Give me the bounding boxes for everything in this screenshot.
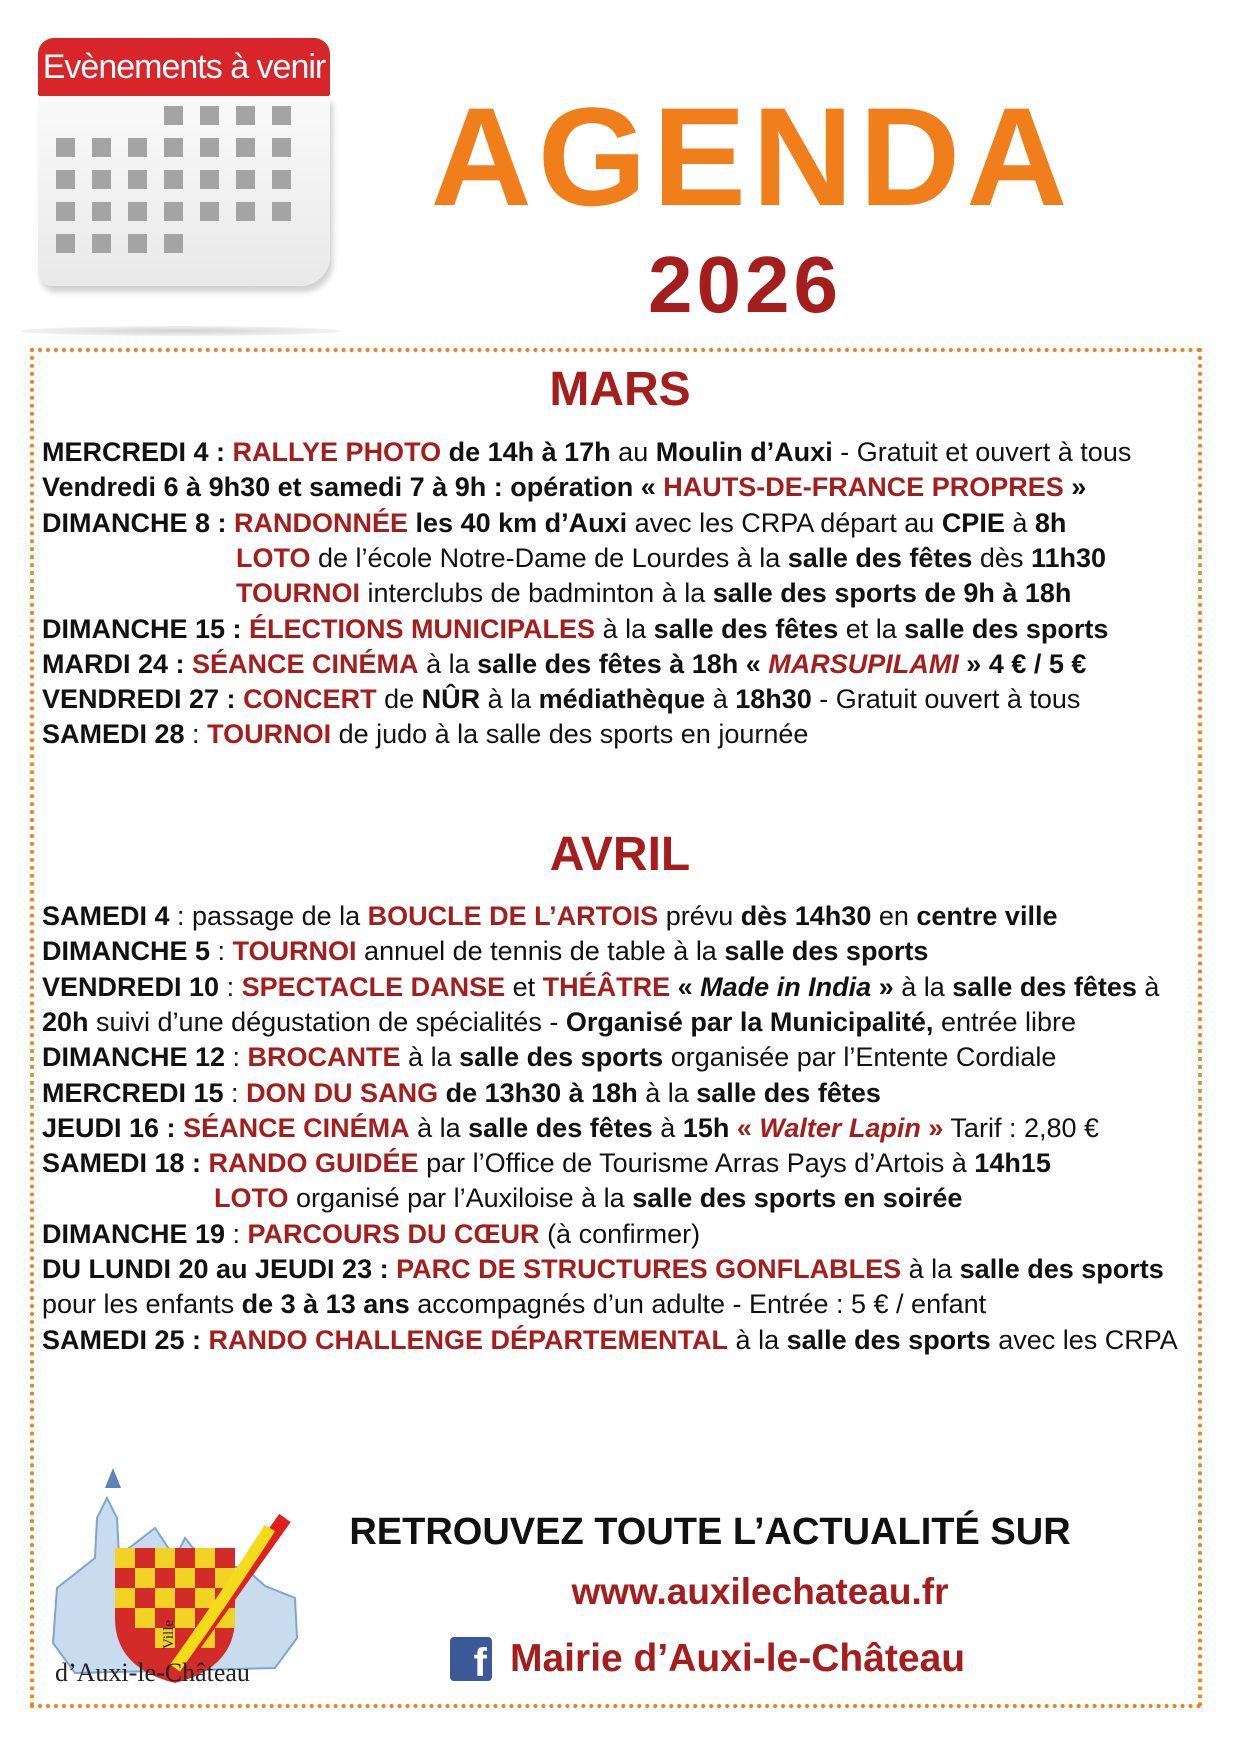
event-text: de judo à la salle des sports en journée: [331, 719, 809, 750]
calendar-cell: [272, 202, 291, 221]
calendar-cell: [272, 170, 291, 189]
event-text: pour les enfants: [42, 1289, 242, 1320]
event-text: salle des fêtes: [696, 1077, 881, 1108]
event-text: Moulin d’Auxi: [655, 437, 833, 467]
event-text: »: [1063, 472, 1087, 503]
event-text: salle des sports en soirée: [632, 1183, 963, 1214]
calendar-cell: [272, 138, 291, 157]
event-text: 20h: [42, 1006, 89, 1037]
calendar-cell: [92, 234, 111, 253]
event-text: DU LUNDI 20 au JEUDI 23 :: [42, 1254, 397, 1284]
month-heading-avril: AVRIL: [549, 828, 691, 881]
event-text: RALLYE PHOTO: [232, 437, 442, 467]
event-text: TOURNOI: [236, 578, 361, 609]
event-text: LOTO: [214, 1183, 289, 1214]
event-line: [42, 1075, 881, 1111]
event-text: TOURNOI: [232, 936, 357, 967]
month-heading-mars: MARS: [549, 363, 691, 416]
calendar-cell: [92, 170, 111, 189]
calendar-cell: [92, 138, 111, 157]
event-line: [42, 1039, 1056, 1075]
event-text: en: [871, 901, 917, 931]
event-text: :: [184, 719, 208, 750]
calendar-cell: [128, 138, 147, 157]
event-line: [42, 933, 928, 969]
event-text: suivi d’une dégustation de spécialités -: [88, 1006, 566, 1037]
event-text: organisé par l’Auxiloise à la: [288, 1183, 633, 1214]
calendar-shadow: [20, 326, 340, 336]
event-text: Walter Lapin: [759, 1112, 921, 1143]
event-text: avec les CRPA départ au: [627, 507, 942, 538]
event-text: dès: [972, 542, 1031, 573]
event-text: - Gratuit ouvert à tous: [811, 684, 1081, 715]
event-text: à la: [637, 1077, 697, 1108]
event-text: interclubs de badminton à la: [360, 578, 713, 609]
event-text: annuel de tennis de table à la: [356, 936, 725, 967]
event-text: RANDO GUIDÉE: [208, 1148, 419, 1179]
event-text: Organisé par la Municipalité,: [565, 1006, 934, 1037]
facebook-page-link[interactable]: Mairie d’Auxi-le-Château: [510, 1637, 966, 1680]
event-line: [42, 611, 1108, 647]
event-text: BOUCLE DE L’ARTOIS: [367, 901, 659, 931]
event-line: [42, 505, 1066, 541]
event-text: DIMANCHE 19: [42, 1218, 226, 1249]
calendar-cell: [56, 138, 75, 157]
event-text: SAMEDI 18 :: [42, 1148, 209, 1179]
calendar-cell: [236, 170, 255, 189]
event-text: NÛR: [421, 684, 481, 715]
calendar-cell: [164, 234, 183, 253]
event-text: salle des sports: [459, 1042, 664, 1073]
calendar-cell: [56, 202, 75, 221]
event-text: par l’Office de Tourisme Arras Pays d’Artois à: [418, 1148, 975, 1179]
event-text: :: [223, 1077, 247, 1108]
facebook-icon[interactable]: f: [450, 1637, 492, 1681]
event-line: [42, 1004, 1076, 1040]
calendar-cell: [164, 106, 183, 125]
event-text: salle des fêtes: [653, 613, 839, 644]
event-text: prévu: [658, 901, 741, 931]
event-text: et: [505, 971, 543, 1002]
event-text: Tarif : 2,80 €: [943, 1112, 1100, 1143]
event-text: à la: [480, 684, 539, 715]
calendar-cell: [128, 170, 147, 189]
event-text: VENDREDI 27 :: [42, 684, 244, 715]
event-text: VENDREDI 10: [42, 971, 220, 1002]
event-text: : passage de la: [169, 901, 368, 931]
event-text: CONCERT: [243, 684, 377, 715]
event-line: [42, 1322, 1178, 1358]
event-text: au: [610, 437, 656, 467]
event-text: à la: [418, 648, 478, 679]
calendar-cell: [92, 202, 111, 221]
event-text: à la: [901, 1254, 960, 1284]
event-text: BROCANTE: [247, 1042, 401, 1073]
event-text: THÉÂTRE: [542, 971, 671, 1002]
event-text: DIMANCHE 5: [42, 936, 211, 967]
event-text: ÉLECTIONS MUNICIPALES: [249, 613, 596, 644]
event-text: salle des fêtes: [468, 1112, 653, 1143]
event-line: [42, 434, 1131, 470]
event-text: Made in India: [700, 971, 872, 1002]
event-text: SAMEDI 4: [42, 901, 170, 931]
event-text: et la: [838, 613, 905, 644]
event-line: [236, 540, 1106, 576]
event-text: »: [920, 1112, 944, 1143]
event-text: PARCOURS DU CŒUR: [247, 1218, 540, 1249]
calendar-cell: [236, 202, 255, 221]
event-text: à: [1004, 507, 1035, 538]
event-text: organisée par l’Entente Cordiale: [663, 1042, 1057, 1073]
event-text: JEUDI 16 :: [42, 1112, 184, 1143]
event-text: RANDO CHALLENGE DÉPARTEMENTAL: [208, 1324, 729, 1355]
event-text: à: [1136, 971, 1160, 1002]
event-text: MARSUPILAMI: [768, 648, 959, 679]
calendar-cell: [128, 234, 147, 253]
event-text: LOTO: [236, 542, 311, 573]
event-text: à la: [400, 1042, 460, 1073]
event-line: [236, 575, 1071, 611]
calendar-label: Evènements à venir: [38, 38, 330, 96]
event-text: :: [225, 1042, 248, 1073]
event-text: à la: [893, 971, 953, 1002]
event-line: [42, 716, 808, 752]
event-text: HAUTS-DE-FRANCE PROPRES: [663, 472, 1064, 503]
logo-text-name: d’Auxi-le-Château: [55, 1658, 250, 1687]
event-text: de: [376, 684, 422, 715]
event-text: de 14h à 17h: [441, 437, 611, 467]
calendar-cell: [164, 138, 183, 157]
event-line: [42, 1145, 1051, 1181]
event-text: TOURNOI: [207, 719, 332, 750]
calendar-cell: [272, 106, 291, 125]
event-line: [42, 969, 1159, 1005]
event-text: avec les CRPA: [990, 1324, 1178, 1355]
event-text: 15h: [682, 1112, 737, 1143]
event-text: 14h15: [974, 1148, 1051, 1179]
event-text: DIMANCHE 15 :: [42, 613, 250, 644]
event-line: [42, 469, 1086, 505]
calendar-cell: [236, 138, 255, 157]
event-text: à la: [728, 1324, 787, 1355]
calendar-cell: [200, 170, 219, 189]
event-text: SAMEDI 25 :: [42, 1324, 209, 1355]
event-line: [42, 1216, 700, 1252]
event-text: 11h30: [1030, 542, 1107, 573]
calendar-cell: [56, 170, 75, 189]
calendar-icon: [38, 38, 330, 290]
town-logo: [35, 1468, 315, 1698]
event-text: MERCREDI 4 :: [42, 437, 233, 467]
event-text: MARDI 24 :: [42, 648, 193, 679]
calendar-cell: [236, 106, 255, 125]
event-text: à la: [595, 613, 654, 644]
calendar-cell: [56, 234, 75, 253]
event-text: de 13h30 à 18h: [438, 1077, 638, 1108]
event-text: 18h30: [735, 684, 812, 715]
event-text: salle des sports de 9h à 18h: [712, 578, 1072, 609]
event-text: SAMEDI 28: [42, 719, 185, 750]
event-text: salle des fêtes: [952, 971, 1137, 1002]
event-text: «: [736, 1112, 760, 1143]
event-text: entrée libre: [933, 1006, 1077, 1037]
event-line: [42, 1286, 986, 1322]
event-text: dès 14h30: [740, 901, 872, 931]
event-line: [42, 1110, 1099, 1146]
footer-headline: RETROUVEZ TOUTE L’ACTUALITÉ SUR: [349, 1511, 1071, 1553]
logo-text-ville: Ville: [161, 1619, 178, 1650]
event-text: PARC DE STRUCTURES GONFLABLES: [396, 1254, 902, 1284]
event-text: DON DU SANG: [246, 1077, 439, 1108]
event-text: centre ville: [916, 901, 1058, 931]
event-text: - Gratuit et ouvert à tous: [832, 437, 1132, 467]
event-text: salle des sports: [724, 936, 929, 967]
event-text: CPIE: [941, 507, 1005, 538]
event-text: à: [652, 1112, 683, 1143]
event-text: de l’école Notre-Dame de Lourdes à la: [310, 542, 788, 573]
event-text: SÉANCE CINÉMA: [192, 648, 419, 679]
event-text: salle des sports: [959, 1254, 1164, 1284]
page-title: AGENDA: [430, 78, 1074, 235]
event-text: les 40 km d’Auxi: [408, 507, 628, 538]
event-text: accompagnés d’un adulte - Entrée : 5 € / enfant: [409, 1289, 987, 1320]
event-text: :: [219, 971, 242, 1002]
event-text: » 4 € / 5 €: [958, 648, 1087, 679]
calendar-cell: [200, 138, 219, 157]
event-text: MERCREDI 15: [42, 1077, 224, 1108]
event-line: [42, 898, 1057, 934]
event-text: à la: [409, 1112, 469, 1143]
event-text: médiathèque: [538, 684, 706, 715]
event-text: :: [210, 936, 233, 967]
event-text: salle des sports: [786, 1324, 991, 1355]
website-link[interactable]: www.auxilechateau.fr: [571, 1571, 949, 1612]
event-text: Vendredi 6 à 9h30 et samedi 7 à 9h : opération «: [42, 472, 664, 503]
page-year: 2026: [648, 240, 842, 329]
event-text: :: [225, 1218, 248, 1249]
calendar-cell: [128, 202, 147, 221]
event-text: salle des fêtes à 18h «: [477, 648, 769, 679]
event-text: à: [705, 684, 736, 715]
event-line: [42, 646, 1086, 682]
event-line: [42, 1251, 1164, 1287]
event-text: (à confirmer): [539, 1218, 701, 1249]
calendar-cell: [164, 202, 183, 221]
event-text: SÉANCE CINÉMA: [183, 1112, 410, 1143]
event-text: SPECTACLE DANSE: [241, 971, 506, 1002]
event-text: »: [871, 971, 894, 1002]
calendar-cell: [200, 202, 219, 221]
event-text: DIMANCHE 12: [42, 1042, 226, 1073]
event-text: RANDONNÉE: [234, 507, 409, 538]
event-text: «: [670, 971, 701, 1002]
event-text: 8h: [1034, 507, 1067, 538]
event-text: de 3 à 13 ans: [241, 1289, 410, 1320]
calendar-cell: [164, 170, 183, 189]
event-text: salle des sports: [904, 613, 1109, 644]
event-line: [214, 1180, 962, 1216]
calendar-cell: [200, 106, 219, 125]
event-line: [42, 681, 1080, 717]
event-text: DIMANCHE 8 :: [42, 507, 235, 538]
event-text: salle des fêtes: [787, 542, 973, 573]
